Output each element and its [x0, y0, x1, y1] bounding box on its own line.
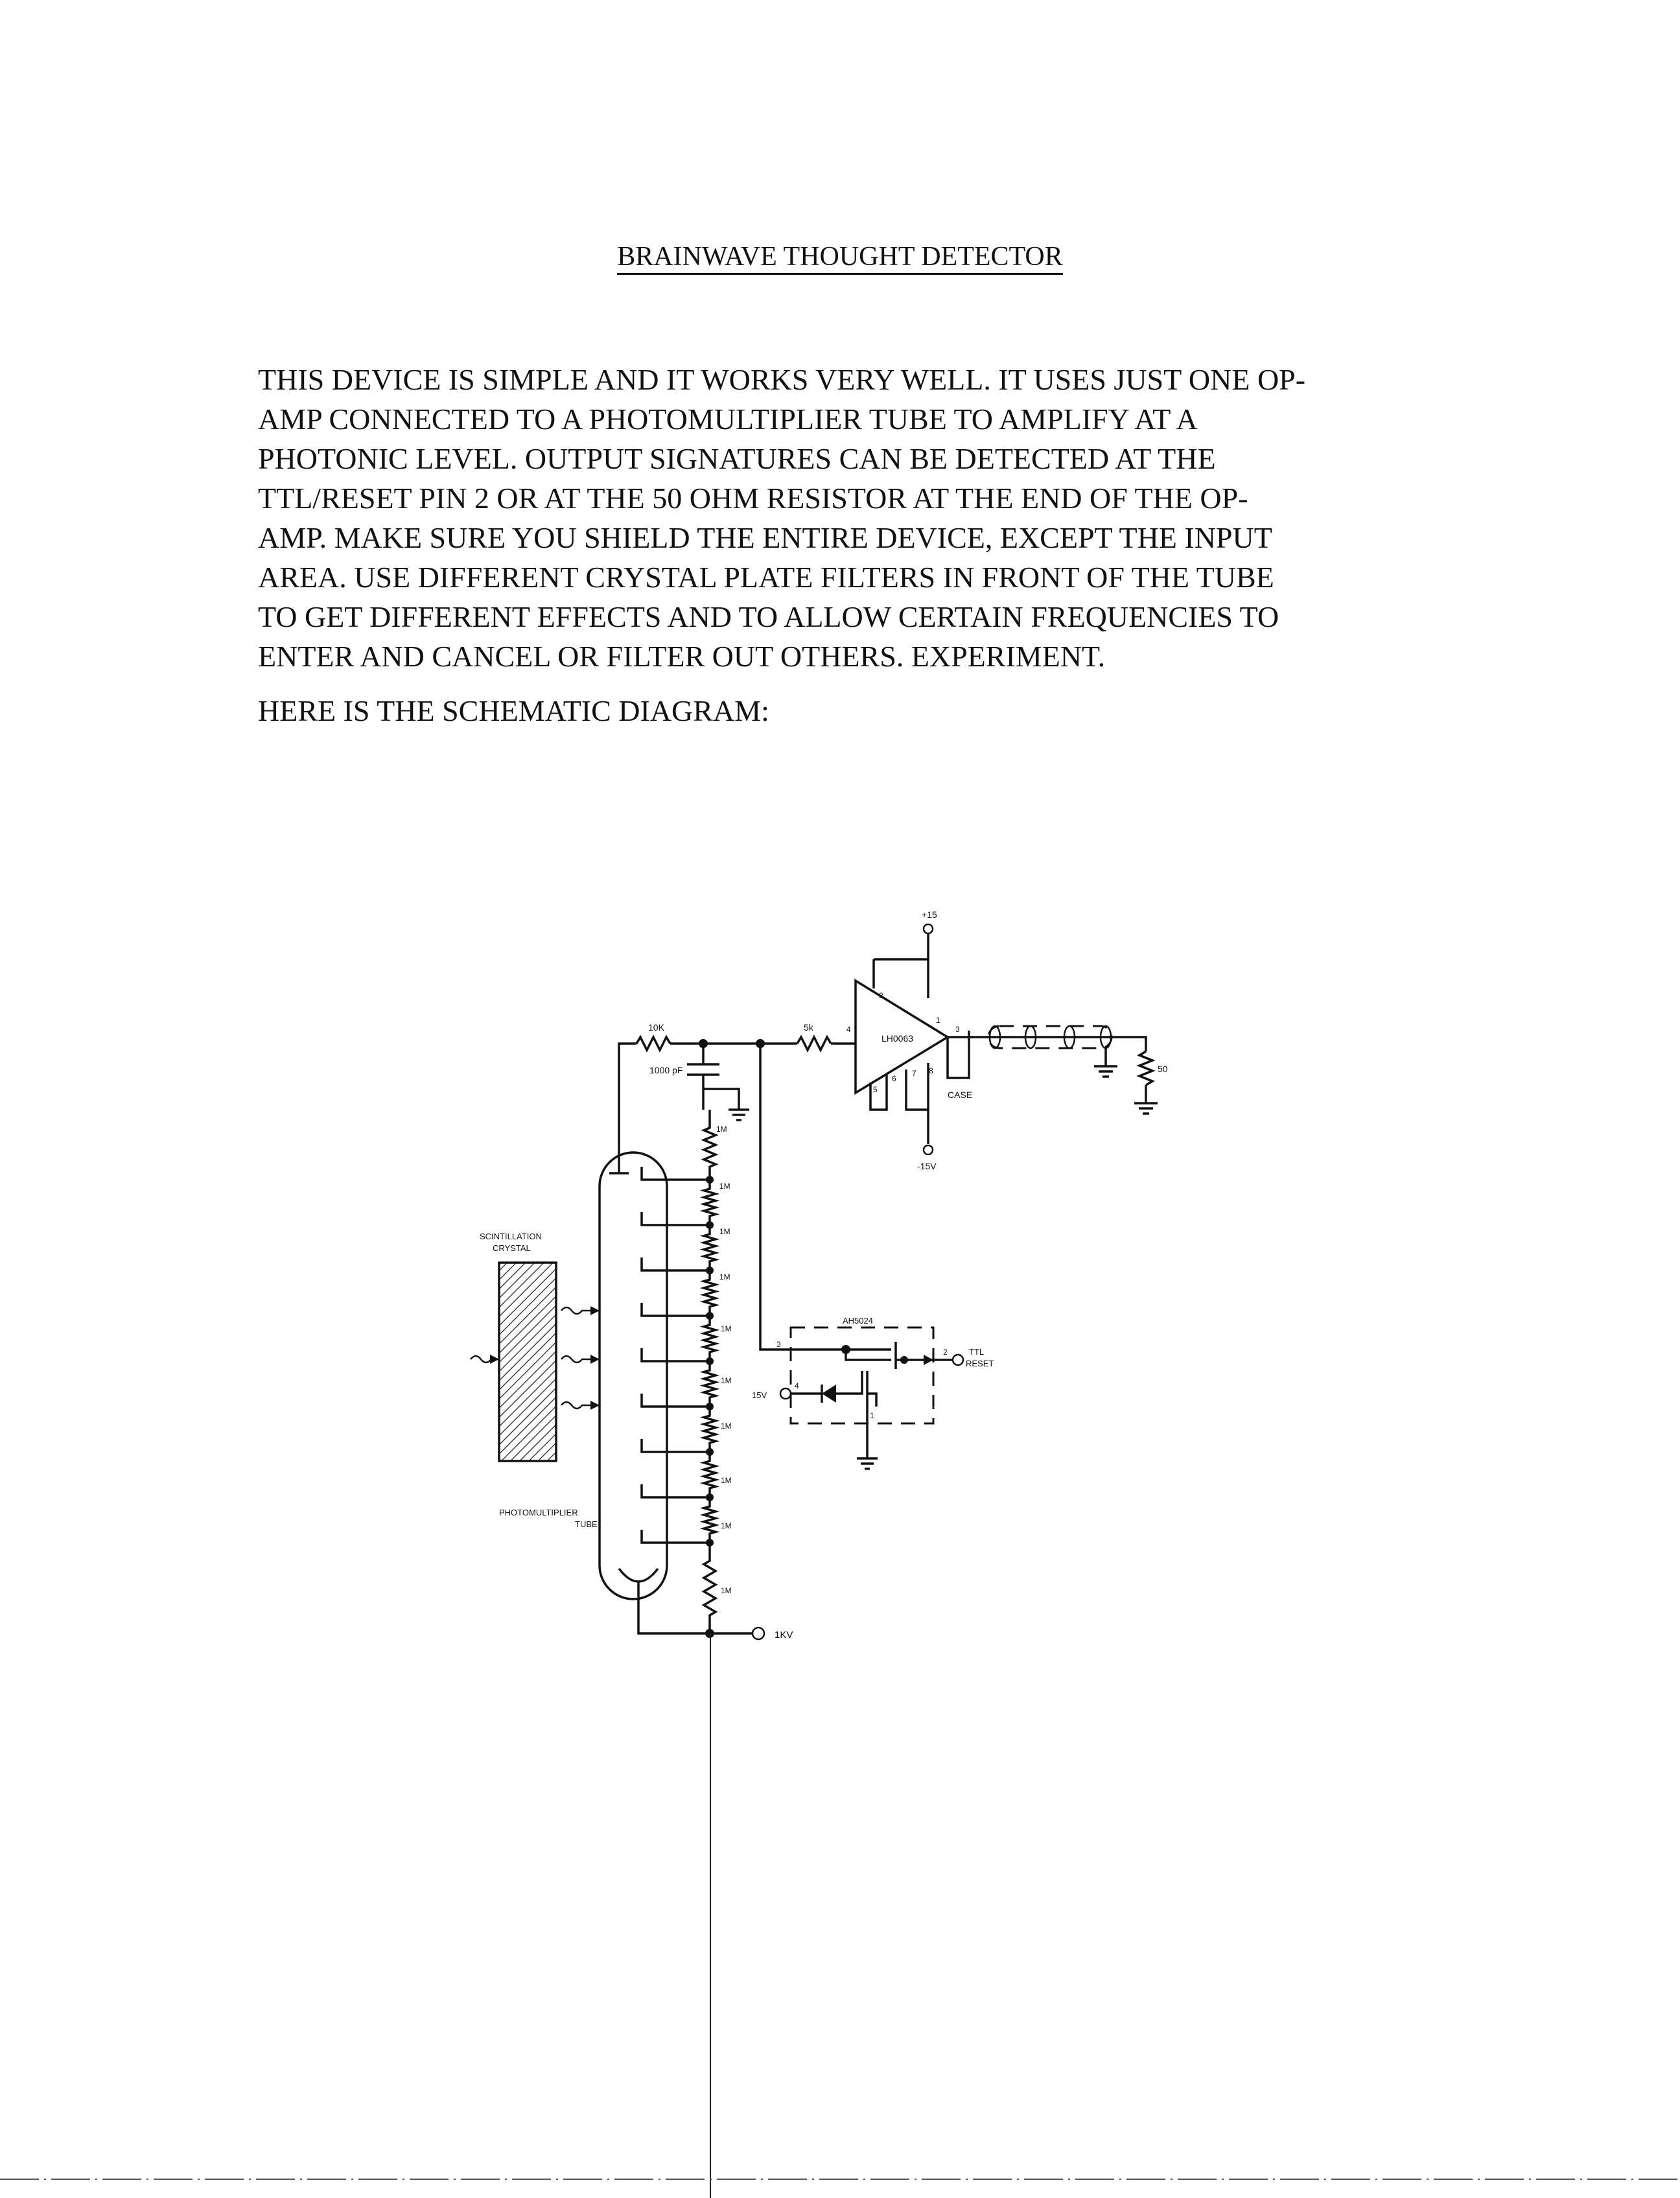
paragraph-line: AREA. USE DIFFERENT CRYSTAL PLATE FILTERS IN FRONT OF THE TUBE: [258, 561, 1274, 594]
crystal-label-2: CRYSTAL: [493, 1243, 531, 1253]
resistor-label: 1M: [721, 1521, 732, 1530]
junction-dot: [706, 1539, 714, 1547]
analog-switch: [752, 1044, 994, 1469]
junction-dot: [706, 1357, 714, 1365]
supply-terminal: [924, 924, 933, 933]
resistor-10k: [636, 1037, 670, 1050]
op-amp: [846, 981, 972, 1171]
divider-chain: [704, 1110, 793, 1641]
junction-dot: [706, 1403, 714, 1410]
schematic-intro: HERE IS THE SCHEMATIC DIAGRAM:: [258, 694, 769, 727]
tube-label-1: PHOTOMULTIPLIER: [499, 1508, 578, 1517]
paragraph-line: PHOTONIC LEVEL. OUTPUT SIGNATURES CAN BE DETECTED AT THE: [258, 442, 1216, 475]
case-label: CASE: [948, 1090, 973, 1100]
junction-dot: [706, 1312, 714, 1320]
pin-label: 4: [795, 1381, 799, 1390]
tube-label-2: TUBE: [575, 1519, 598, 1529]
dynodes: [642, 1167, 710, 1543]
plus-supply-label: +15: [922, 909, 937, 920]
pin-label: 4: [846, 1025, 851, 1034]
resistor-label: 1M: [716, 1125, 727, 1134]
divider-resistor: [704, 1316, 716, 1361]
resistor-label: 1M: [721, 1586, 732, 1595]
input-network: [619, 1022, 856, 1156]
divider-resistor: [704, 1225, 716, 1270]
load-resistor: [1139, 1051, 1152, 1085]
resistor-label: 1M: [721, 1421, 732, 1431]
paragraph-line: TO GET DIFFERENT EFFECTS AND TO ALLOW CERTAIN FREQUENCIES TO: [258, 600, 1279, 633]
resistor-10k-label: 10K: [648, 1022, 664, 1033]
pin-label: 3: [955, 1025, 960, 1034]
op-amp-part: LH0063: [881, 1033, 914, 1044]
pin-label: 1: [936, 1016, 940, 1025]
divider-resistor: [704, 1543, 716, 1633]
crystal-block: [499, 1263, 556, 1461]
divider-resistor: [704, 1270, 716, 1316]
hv-label: 1KV: [775, 1630, 793, 1641]
pin-label: 1: [870, 1411, 874, 1420]
output-coax: [948, 1026, 1168, 1114]
paragraph-line: AMP CONNECTED TO A PHOTOMULTIPLIER TUBE TO AMPLIFY AT A: [258, 403, 1198, 436]
junction-dot: [706, 1493, 714, 1501]
bias-label: 15V: [752, 1390, 767, 1400]
resistor-label: 1M: [721, 1324, 732, 1333]
resistor-label: 1M: [719, 1272, 730, 1281]
pin-label: 3: [776, 1340, 781, 1349]
junction-dot: [706, 1221, 714, 1229]
divider-resistor: [704, 1361, 716, 1407]
ttl-label-2: RESET: [966, 1359, 994, 1368]
plus-supply: [874, 909, 937, 998]
pin-label: 2: [879, 991, 883, 1000]
paragraph-line: ENTER AND CANCEL OR FILTER OUT OTHERS. EXPERIMENT.: [258, 640, 1106, 673]
pin-label: 6: [892, 1074, 896, 1083]
paragraph-line: TTL/RESET PIN 2 OR AT THE 50 OHM RESISTOR AT THE END OF THE OP-: [258, 482, 1248, 515]
resistor-label: 1M: [721, 1376, 732, 1385]
resistor-5k: [797, 1037, 831, 1050]
divider-resistor: [704, 1180, 716, 1225]
resistor-label: 1M: [721, 1476, 732, 1485]
divider-resistor: [704, 1452, 716, 1497]
resistor-label: 1M: [719, 1182, 730, 1191]
paragraph-line: THIS DEVICE IS SIMPLE AND IT WORKS VERY WELL. IT USES JUST ONE OP-: [258, 363, 1306, 396]
resistor-label: 1M: [719, 1227, 730, 1236]
tube-envelope: [600, 1152, 667, 1599]
divider-resistor: [704, 1497, 716, 1543]
hv-terminal: [752, 1628, 764, 1639]
divider-resistor: [704, 1115, 716, 1180]
junction-dot: [706, 1176, 714, 1184]
junction-dot: [706, 1267, 714, 1274]
pin-label: 2: [943, 1348, 948, 1357]
load-resistor-label: 50: [1158, 1064, 1168, 1074]
minus-supply-label: -15V: [917, 1161, 937, 1171]
capacitor-label: 1000 pF: [649, 1065, 683, 1075]
ttl-label-1: TTL: [969, 1347, 985, 1357]
pin-label: 5: [873, 1085, 878, 1094]
document-title-text: BRAINWAVE THOUGHT DETECTOR: [617, 242, 1063, 275]
pin-label: 7: [912, 1069, 916, 1078]
junction-dot: [706, 1448, 714, 1456]
resistor-5k-label: 5k: [804, 1022, 813, 1033]
paragraph-line: AMP. MAKE SURE YOU SHIELD THE ENTIRE DEVICE, EXCEPT THE INPUT: [258, 521, 1272, 554]
bias-terminal: [780, 1388, 791, 1399]
crystal-label-1: SCINTILLATION: [480, 1232, 542, 1241]
ttl-terminal: [953, 1355, 963, 1365]
scintillation-crystal: [471, 1232, 600, 1461]
divider-resistor: [704, 1407, 716, 1452]
switch-part: AH5024: [843, 1316, 873, 1326]
pin-label: 8: [929, 1066, 933, 1075]
